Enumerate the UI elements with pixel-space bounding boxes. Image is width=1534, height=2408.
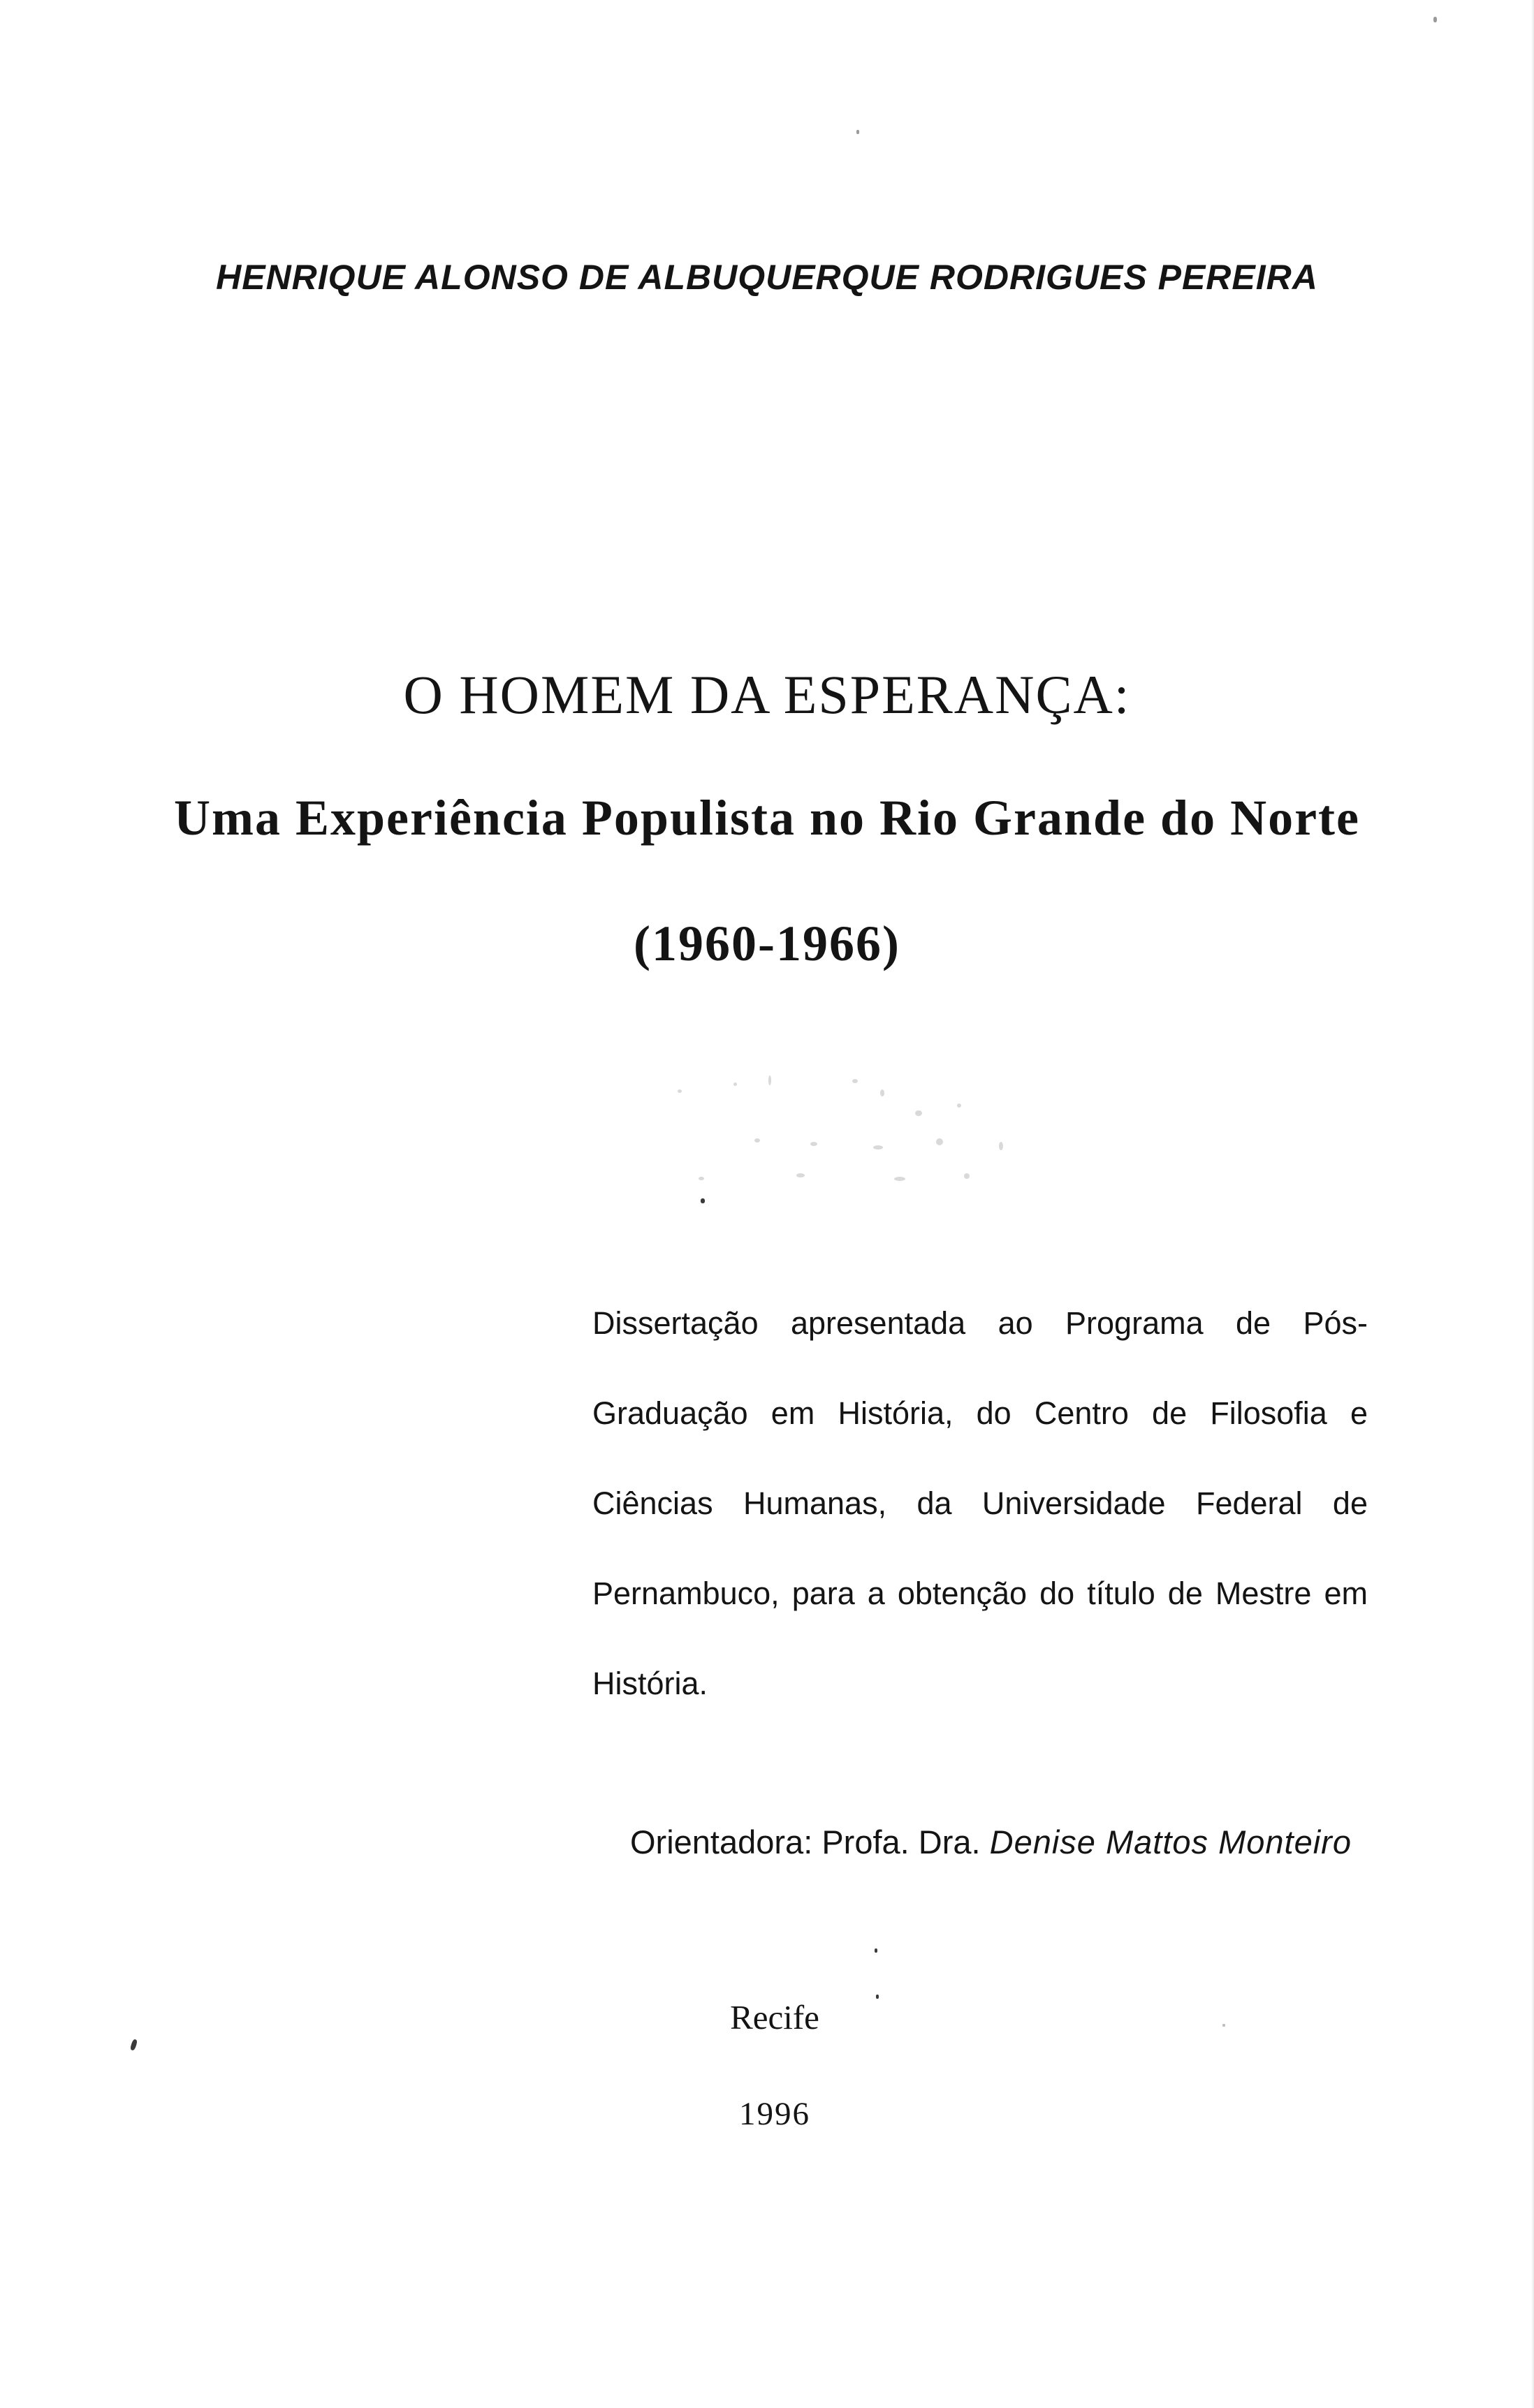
dissertation-period: (1960-1966) xyxy=(634,916,900,971)
faint-stamp-residue xyxy=(671,1062,1034,1201)
author-name: HENRIQUE ALONSO DE ALBUQUERQUE RODRIGUES PEREIRA xyxy=(216,258,1318,297)
ink-speck xyxy=(1433,17,1437,22)
ink-speck xyxy=(701,1198,705,1203)
ink-speck xyxy=(875,1948,877,1953)
dissertation-title: O HOMEM DA ESPERANÇA: xyxy=(403,664,1131,725)
ink-speck xyxy=(856,130,859,134)
advisor-line xyxy=(630,1823,1398,1861)
ink-speck xyxy=(130,2039,138,2050)
year: 1996 xyxy=(739,2096,810,2132)
city: Recife xyxy=(730,1998,819,2036)
page-edge xyxy=(1531,0,1534,2408)
dissertation-subtitle: Uma Experiência Populista no Rio Grande do Norte xyxy=(174,790,1360,846)
advisor-name: Denise Mattos Monteiro xyxy=(989,1823,1352,1860)
advisor-title-prefix: Profa. Dra. xyxy=(821,1823,981,1860)
advisor-label: Orientadora: xyxy=(630,1823,813,1860)
dissertation-note: Dissertação apresentada ao Programa de Pós-Graduação em História, do Centro de Filosofia e Ciências Humanas, da Universidade Federal de Pernambuco, para a obtenção do título de Mestre em História. xyxy=(592,1305,1368,1701)
